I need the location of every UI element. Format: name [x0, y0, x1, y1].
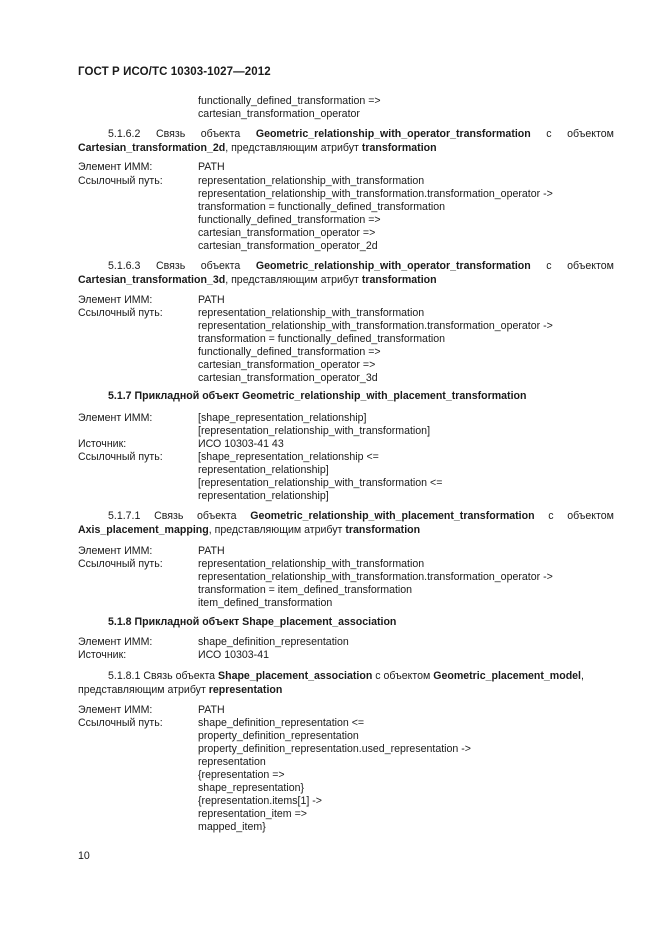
reference-path-label: Ссылочный путь: [78, 717, 163, 729]
aim-element-value: PATH [198, 545, 225, 557]
aim-element-value: shape_definition_representation [198, 636, 349, 648]
entity-name: Shape_placement_association [218, 670, 373, 682]
path-line: cartesian_transformation_operator_2d [198, 240, 378, 252]
clause-text: Связь объекта [143, 670, 219, 682]
section-heading-5-1-7: 5.1.7 Прикладной объект Geometric_relationship_with_placement_transformation [108, 390, 527, 402]
path-line: shape_definition_representation <= [198, 717, 365, 729]
aim-element-value: PATH [198, 161, 225, 173]
path-line: cartesian_transformation_operator => [198, 359, 376, 371]
path-line: representation_relationship_with_transformation [198, 558, 425, 570]
path-line: functionally_defined_transformation => [198, 214, 381, 226]
path-line: functionally_defined_transformation => [198, 346, 381, 358]
aim-element-value: [shape_representation_relationship] [198, 412, 367, 424]
aim-element-label: Элемент ИММ: [78, 636, 153, 648]
path-line: {representation => [198, 769, 285, 781]
path-line: representation_relationship_with_transformation.transformation_operator -> [198, 571, 553, 583]
entity-name: Geometric_relationship_with_operator_transformation [255, 128, 531, 140]
reference-path-label: Ссылочный путь: [78, 558, 163, 570]
word: объекта [197, 510, 237, 522]
path-line: cartesian_transformation_operator [198, 108, 360, 120]
path-line: [representation_relationship_with_transformation <= [198, 477, 443, 489]
attribute-name: transformation [361, 274, 437, 286]
path-line: cartesian_transformation_operator => [198, 227, 376, 239]
aim-element-label: Элемент ИММ: [78, 704, 153, 716]
path-line: functionally_defined_transformation => [198, 95, 381, 107]
target-entity: Cartesian_transformation_3d [78, 274, 226, 286]
clause-number: 5.1.8.1 [108, 670, 141, 682]
reference-path-label: Ссылочный путь: [78, 175, 163, 187]
clause-tail: представляющим атрибут [78, 684, 209, 696]
clause-number: 5.1.6.2 [108, 128, 141, 140]
clause-text: , [581, 670, 584, 682]
path-line: cartesian_transformation_operator_3d [198, 372, 378, 384]
clause-5-1-6-2 [78, 127, 614, 155]
path-line: shape_representation} [198, 782, 305, 794]
path-line: representation_relationship_with_transformation [198, 307, 425, 319]
word: с [546, 260, 552, 272]
target-entity: Axis_placement_mapping [78, 524, 209, 536]
target-entity: Cartesian_transformation_2d [78, 142, 226, 154]
path-line: representation [198, 756, 266, 768]
path-line: [shape_representation_relationship <= [198, 451, 379, 463]
page-number: 10 [78, 850, 90, 862]
clause-tail: , представляющим атрибут [225, 142, 362, 154]
aim-element-value: PATH [198, 704, 225, 716]
entity-name: Geometric_relationship_with_placement_transformation [250, 510, 535, 522]
path-line: representation_relationship_with_transformation [198, 175, 425, 187]
reference-path-label: Ссылочный путь: [78, 307, 163, 319]
attribute-name: transformation [361, 142, 437, 154]
word: объектом [567, 128, 614, 140]
path-line: representation_relationship] [198, 464, 329, 476]
source-label: Источник: [78, 649, 127, 661]
clause-text: с объектом [372, 670, 434, 682]
word: с [548, 510, 554, 522]
word: с [546, 128, 552, 140]
aim-element-label: Элемент ИММ: [78, 412, 153, 424]
word: объектом [567, 510, 614, 522]
aim-element-label: Элемент ИММ: [78, 161, 153, 173]
word: Связь [154, 510, 184, 522]
word: объекта [200, 128, 241, 140]
clause-tail: , представляющим атрибут [208, 524, 346, 536]
aim-element-label: Элемент ИММ: [78, 545, 153, 557]
path-line: representation_relationship_with_transformation.transformation_operator -> [198, 320, 553, 332]
path-line: property_definition_representation.used_representation -> [198, 743, 471, 755]
path-line: representation_relationship_with_transformation.transformation_operator -> [198, 188, 553, 200]
clause-number: 5.1.6.3 [108, 260, 141, 272]
clause-5-1-7-1 [78, 509, 614, 537]
clause-5-1-8-1 [78, 669, 614, 697]
source-value: ИСО 10303-41 [198, 649, 269, 661]
clause-number: 5.1.7.1 [108, 510, 141, 522]
word: Связь [155, 128, 186, 140]
attribute-name: transformation [345, 524, 421, 536]
attribute-name: representation [208, 684, 283, 696]
word: объектом [567, 260, 614, 272]
clause-5-1-6-3 [78, 259, 614, 287]
path-line: representation_relationship] [198, 490, 329, 502]
path-line: item_defined_transformation [198, 597, 333, 609]
word: Связь [155, 260, 186, 272]
aim-element-value: PATH [198, 294, 225, 306]
word: объекта [200, 260, 241, 272]
aim-element-value: [representation_relationship_with_transformation] [198, 425, 431, 437]
aim-element-label: Элемент ИММ: [78, 294, 153, 306]
target-entity: Geometric_placement_model [433, 670, 581, 682]
path-line: property_definition_representation [198, 730, 359, 742]
clause-tail: , представляющим атрибут [225, 274, 362, 286]
path-line: representation_item => [198, 808, 307, 820]
reference-path-label: Ссылочный путь: [78, 451, 163, 463]
entity-name: Geometric_relationship_with_operator_transformation [255, 260, 531, 272]
path-line: mapped_item} [198, 821, 266, 833]
source-label: Источник: [78, 438, 127, 450]
path-line: transformation = functionally_defined_transformation [198, 333, 446, 345]
path-line: transformation = functionally_defined_transformation [198, 201, 446, 213]
path-line: transformation = item_defined_transformation [198, 584, 413, 596]
section-heading-5-1-8: 5.1.8 Прикладной объект Shape_placement_association [108, 616, 397, 628]
path-line: {representation.items[1] -> [198, 795, 322, 807]
source-value: ИСО 10303-41 43 [198, 438, 284, 450]
document-header: ГОСТ Р ИСО/ТС 10303-1027—2012 [78, 66, 271, 78]
